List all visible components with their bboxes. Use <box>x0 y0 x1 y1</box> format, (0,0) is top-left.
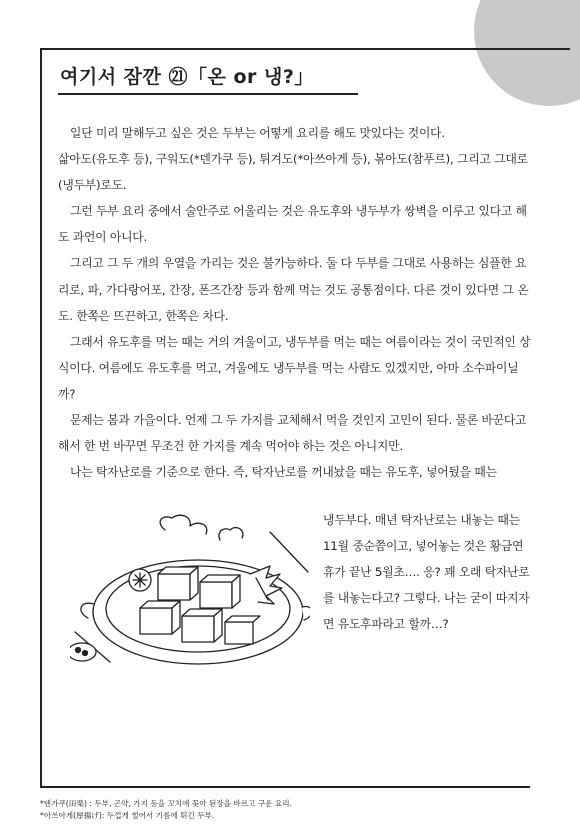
footnote-atsuage: *아쓰아게(厚揚げ): 두껍게 썰어서 기름에 튀긴 두부. <box>40 811 215 820</box>
footnotes <box>40 798 560 822</box>
paragraph-3: 그런 두부 요리 중에서 술안주로 어울리는 것은 유도후와 냉두부가 쌍벽을 이루고 있다고 해도 과언이 아니다. <box>58 204 527 245</box>
paragraph-7-continued: 냉두부다. 매년 탁자난로는 내놓는 때는 11월 중순쯤이고, 넣어놓는 것은 황금연휴가 끝난 5월초…. 응? 꽤 오래 탁자난로를 내놓는다고? 그렇다. 나는 굳이 따지자면 유도후파라고 할까…? <box>323 513 530 632</box>
column-title: 여기서 잠깐 ㉑「온 or 냉?」 <box>60 66 314 88</box>
paragraph-4: 그리고 그 두 개의 우열을 가리는 것은 불가능하다. 둘 다 두부를 그대로 사용하는 심플한 요리로, 파, 가다랑어포, 간장, 폰즈간장 등과 함께 먹는 것도 공통점이다. 다른 것이 있다면 그 온도. 한쪽은 뜨끈하고, 한쪽은 차다. <box>58 256 529 323</box>
paragraph-5: 그래서 유도후를 먹는 때는 거의 겨울이고, 냉두부를 먹는 때는 여름이라는 것이 국민적인 상식이다. 여름에도 유도후를 먹고, 겨울에도 냉두부를 먹는 사람도 있겠지만, 아마 소수파이닐까? <box>58 334 531 401</box>
wrapped-text <box>323 507 533 637</box>
paragraph-6: 문제는 봄과 가을이다. 언제 그 두 가지를 교체해서 먹을 것인지 고민이 된다. 물론 바꾼다고 해서 한 번 바꾸면 무조건 한 가지를 계속 먹어야 하는 것은 아니지만. <box>58 413 527 454</box>
body-text <box>58 120 532 485</box>
yudofu-pot-illustration <box>70 512 310 672</box>
title-underline <box>58 93 358 95</box>
footnote-dengaku: *덴가쿠(田楽) : 두부, 곤약, 가지 등을 꼬치에 꽂아 된장을 바르고 구운 요리. <box>40 799 292 808</box>
paragraph-2: 삶아도(유도후 등), 구워도(*덴가쿠 등), 튀겨도(*아쓰아게 등), 볶아도(참푸르), 그리고 그대로(냉두부)로도. <box>58 152 528 193</box>
paragraph-1: 일단 미리 말해두고 싶은 것은 두부는 어떻게 요리를 해도 맛있다는 것이다. <box>70 126 445 140</box>
paragraph-7: 나는 탁자난로를 기준으로 한다. 즉, 탁자난로를 꺼내놨을 때는 유도후, 넣어뒀을 때는 <box>70 465 497 480</box>
